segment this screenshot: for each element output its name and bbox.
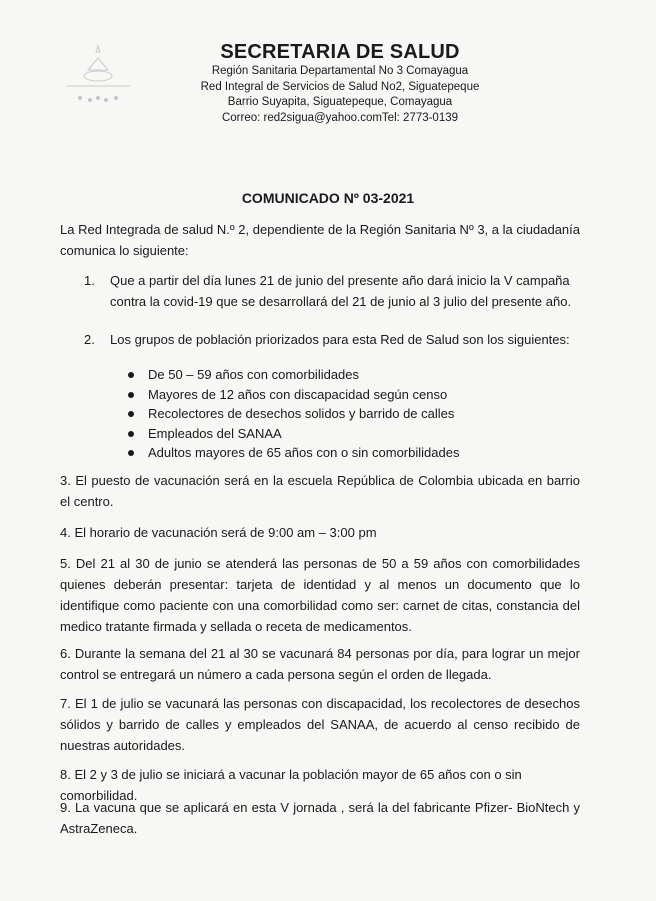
item-1 (84, 270, 614, 312)
bullet-icon (128, 411, 134, 417)
institution-title: SECRETARIA DE SALUD (220, 41, 460, 63)
item-2-number: 2. (84, 332, 95, 347)
item-2 (84, 329, 614, 350)
letterhead-line-1: Región Sanitaria Departamental No 3 Comayagua (211, 65, 469, 77)
paragraph-6: 6. Durante la semana del 21 al 30 se vacunará 84 personas por día, para lograr un mejor control se entregará un número a cada persona según el orden de llegada. (60, 646, 580, 682)
coat-of-arms-emblem (58, 40, 138, 112)
list-item: Recolectores de desechos solidos y barrido de calles (128, 404, 588, 424)
paragraph-8: 8. El 2 y 3 de julio se iniciará a vacunar la población mayor de 65 años con o sin comorbilidad. (60, 767, 522, 803)
bullet-icon (128, 431, 134, 437)
list-item: De 50 – 59 años con comorbilidades (128, 365, 588, 385)
paragraph-5: 5. Del 21 al 30 de junio se atenderá las personas de 50 a 59 años con comorbilidades quienes deberán presentar: tarjeta de identidad y al menos un documento que lo identifique como paciente con una comorbilidad como ser: carnet de citas, constancia del medico tratante firmada y sellada o receta de medicamentos. (60, 556, 580, 634)
paragraph-9: 9. La vacuna que se aplicará en esta V jornada , será la del fabricante Pfizer- BioNtech y AstraZeneca. (60, 800, 580, 836)
item-1-line-2: contra la covid-19 que se desarrollará del 21 de junio al 3 julio del presente año. (110, 294, 572, 309)
list-item: Adultos mayores de 65 años con o sin comorbilidades (128, 443, 588, 463)
list-item: Mayores de 12 años con discapacidad según censo (128, 385, 588, 405)
paragraph-3: 3. El puesto de vacunación será en la escuela República de Colombia ubicada en barrio el centro. (60, 473, 580, 509)
communique-title: COMUNICADO Nº 03-2021 (241, 190, 415, 206)
letterhead-line-3: Barrio Suyapita, Siguatepeque, Comayagua (227, 96, 453, 108)
item-1-number: 1. (84, 273, 95, 288)
list-item: Empleados del SANAA (128, 424, 588, 444)
bullet-icon (128, 392, 134, 398)
paragraph-4: 4. El horario de vacunación será de 9:00 am – 3:00 pm (60, 525, 377, 540)
bullet-icon (128, 372, 134, 378)
item-2-text: Los grupos de población priorizados para esta Red de Salud son los siguientes: (110, 332, 570, 347)
letterhead-line-2: Red Integral de Servicios de Salud No2, Siguatepeque (200, 80, 480, 93)
priority-groups-list (128, 365, 588, 463)
letterhead (170, 40, 510, 126)
letterhead-contact: Correo: red2sigua@yahoo.comTel: 2773-0139 (221, 111, 459, 124)
item-1-line-1: Que a partir del día lunes 21 de junio del presente año dará inicio la V campaña (110, 273, 570, 288)
bullet-icon (128, 450, 134, 456)
intro-paragraph: La Red Integrada de salud N.º 2, dependiente de la Región Sanitaria Nº 3, a la ciudadanía comunica lo siguiente: (60, 222, 580, 258)
paragraph-7: 7. El 1 de julio se vacunará las personas con discapacidad, los recolectores de desechos sólidos y barrido de calles y empleados del SANAA, de acuerdo al censo recibido de nuestras autoridades. (60, 696, 580, 753)
